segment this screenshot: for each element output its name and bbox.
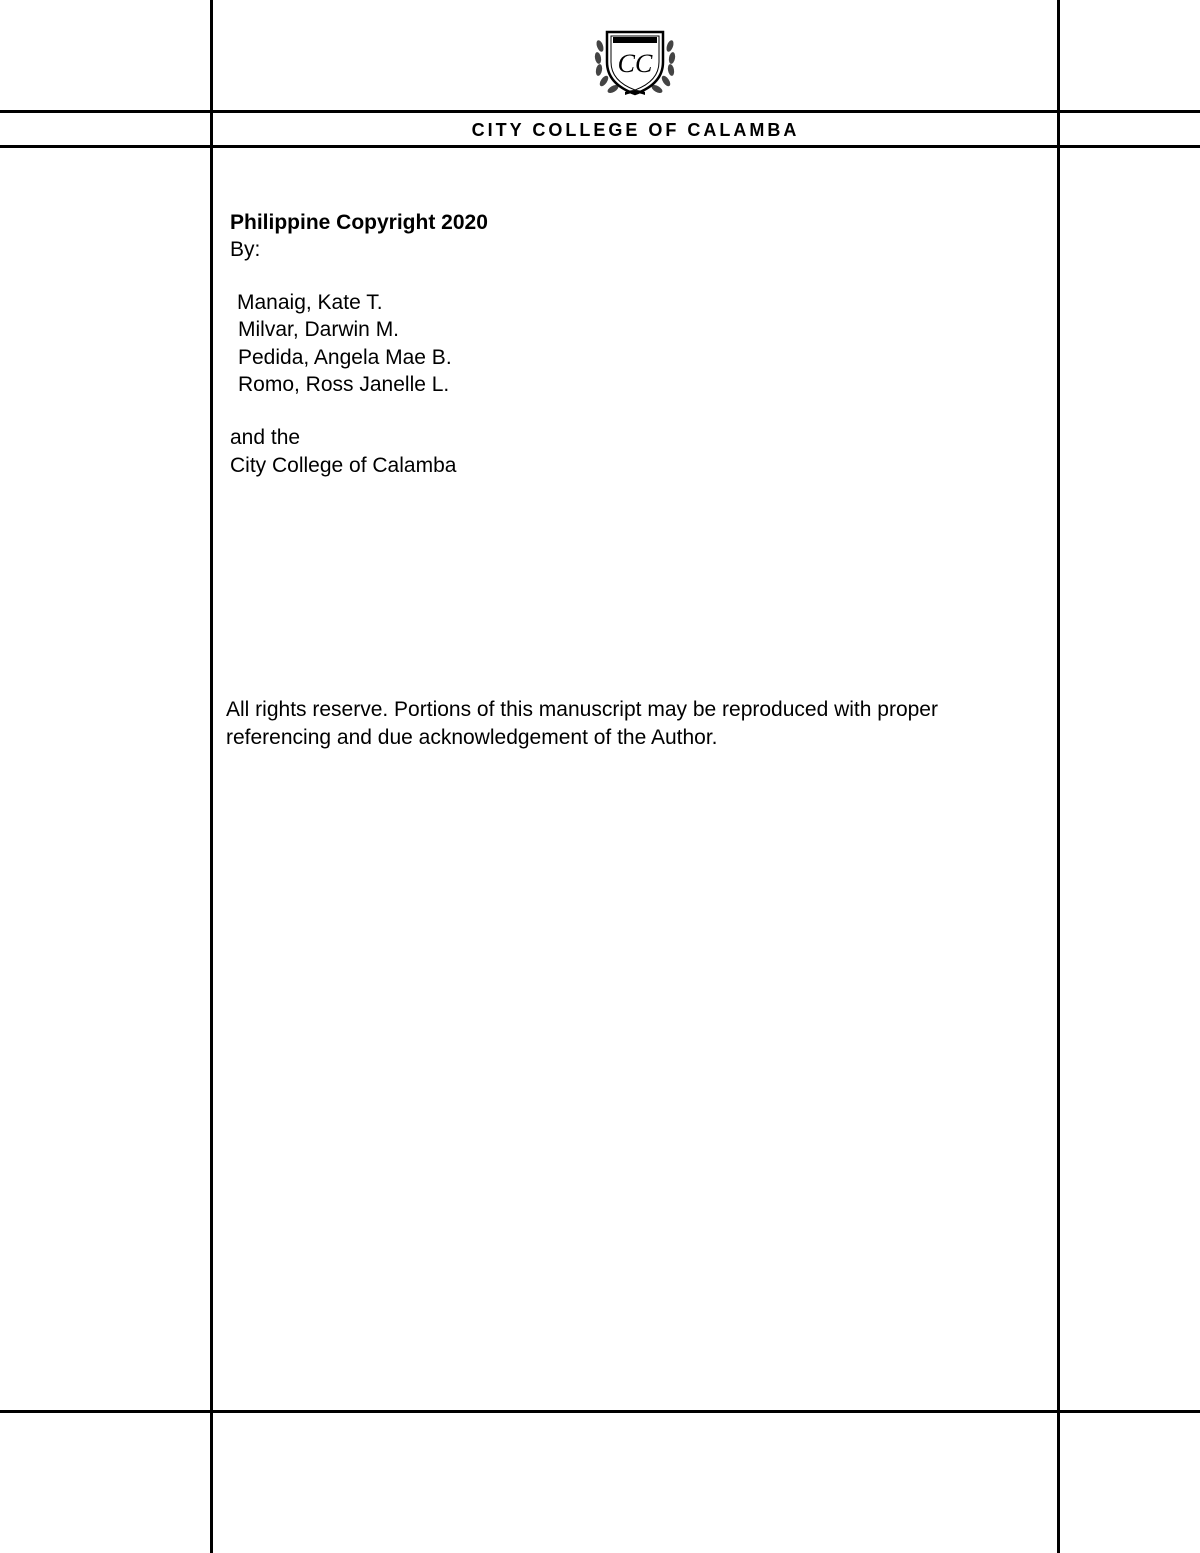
author-name: Milvar, Darwin M. [238, 318, 400, 341]
copyright-title: Philippine Copyright 2020 [230, 211, 488, 234]
frame-right-line [1057, 0, 1060, 1553]
rights-notice [226, 696, 1046, 751]
footer-line [0, 1410, 1200, 1413]
frame-left-line [210, 0, 213, 1553]
college-seal-icon [591, 28, 679, 98]
author-name: Pedida, Angela Mae B. [238, 346, 452, 369]
institution-name: City College of Calamba [230, 454, 457, 477]
author-name: Manaig, Kate T. [237, 291, 383, 314]
and-the-text: and the [230, 426, 301, 449]
by-label: By: [230, 238, 261, 261]
svg-text:CC: CC [617, 49, 653, 78]
author-name: Romo, Ross Janelle L. [238, 373, 450, 396]
rights-notice-line: All rights reserve. Portions of this manuscript may be reproduced with proper [226, 698, 938, 721]
college-name-header: CITY COLLEGE OF CALAMBA [471, 119, 800, 140]
rights-notice-line: referencing and due acknowledgement of the Author. [226, 725, 718, 749]
